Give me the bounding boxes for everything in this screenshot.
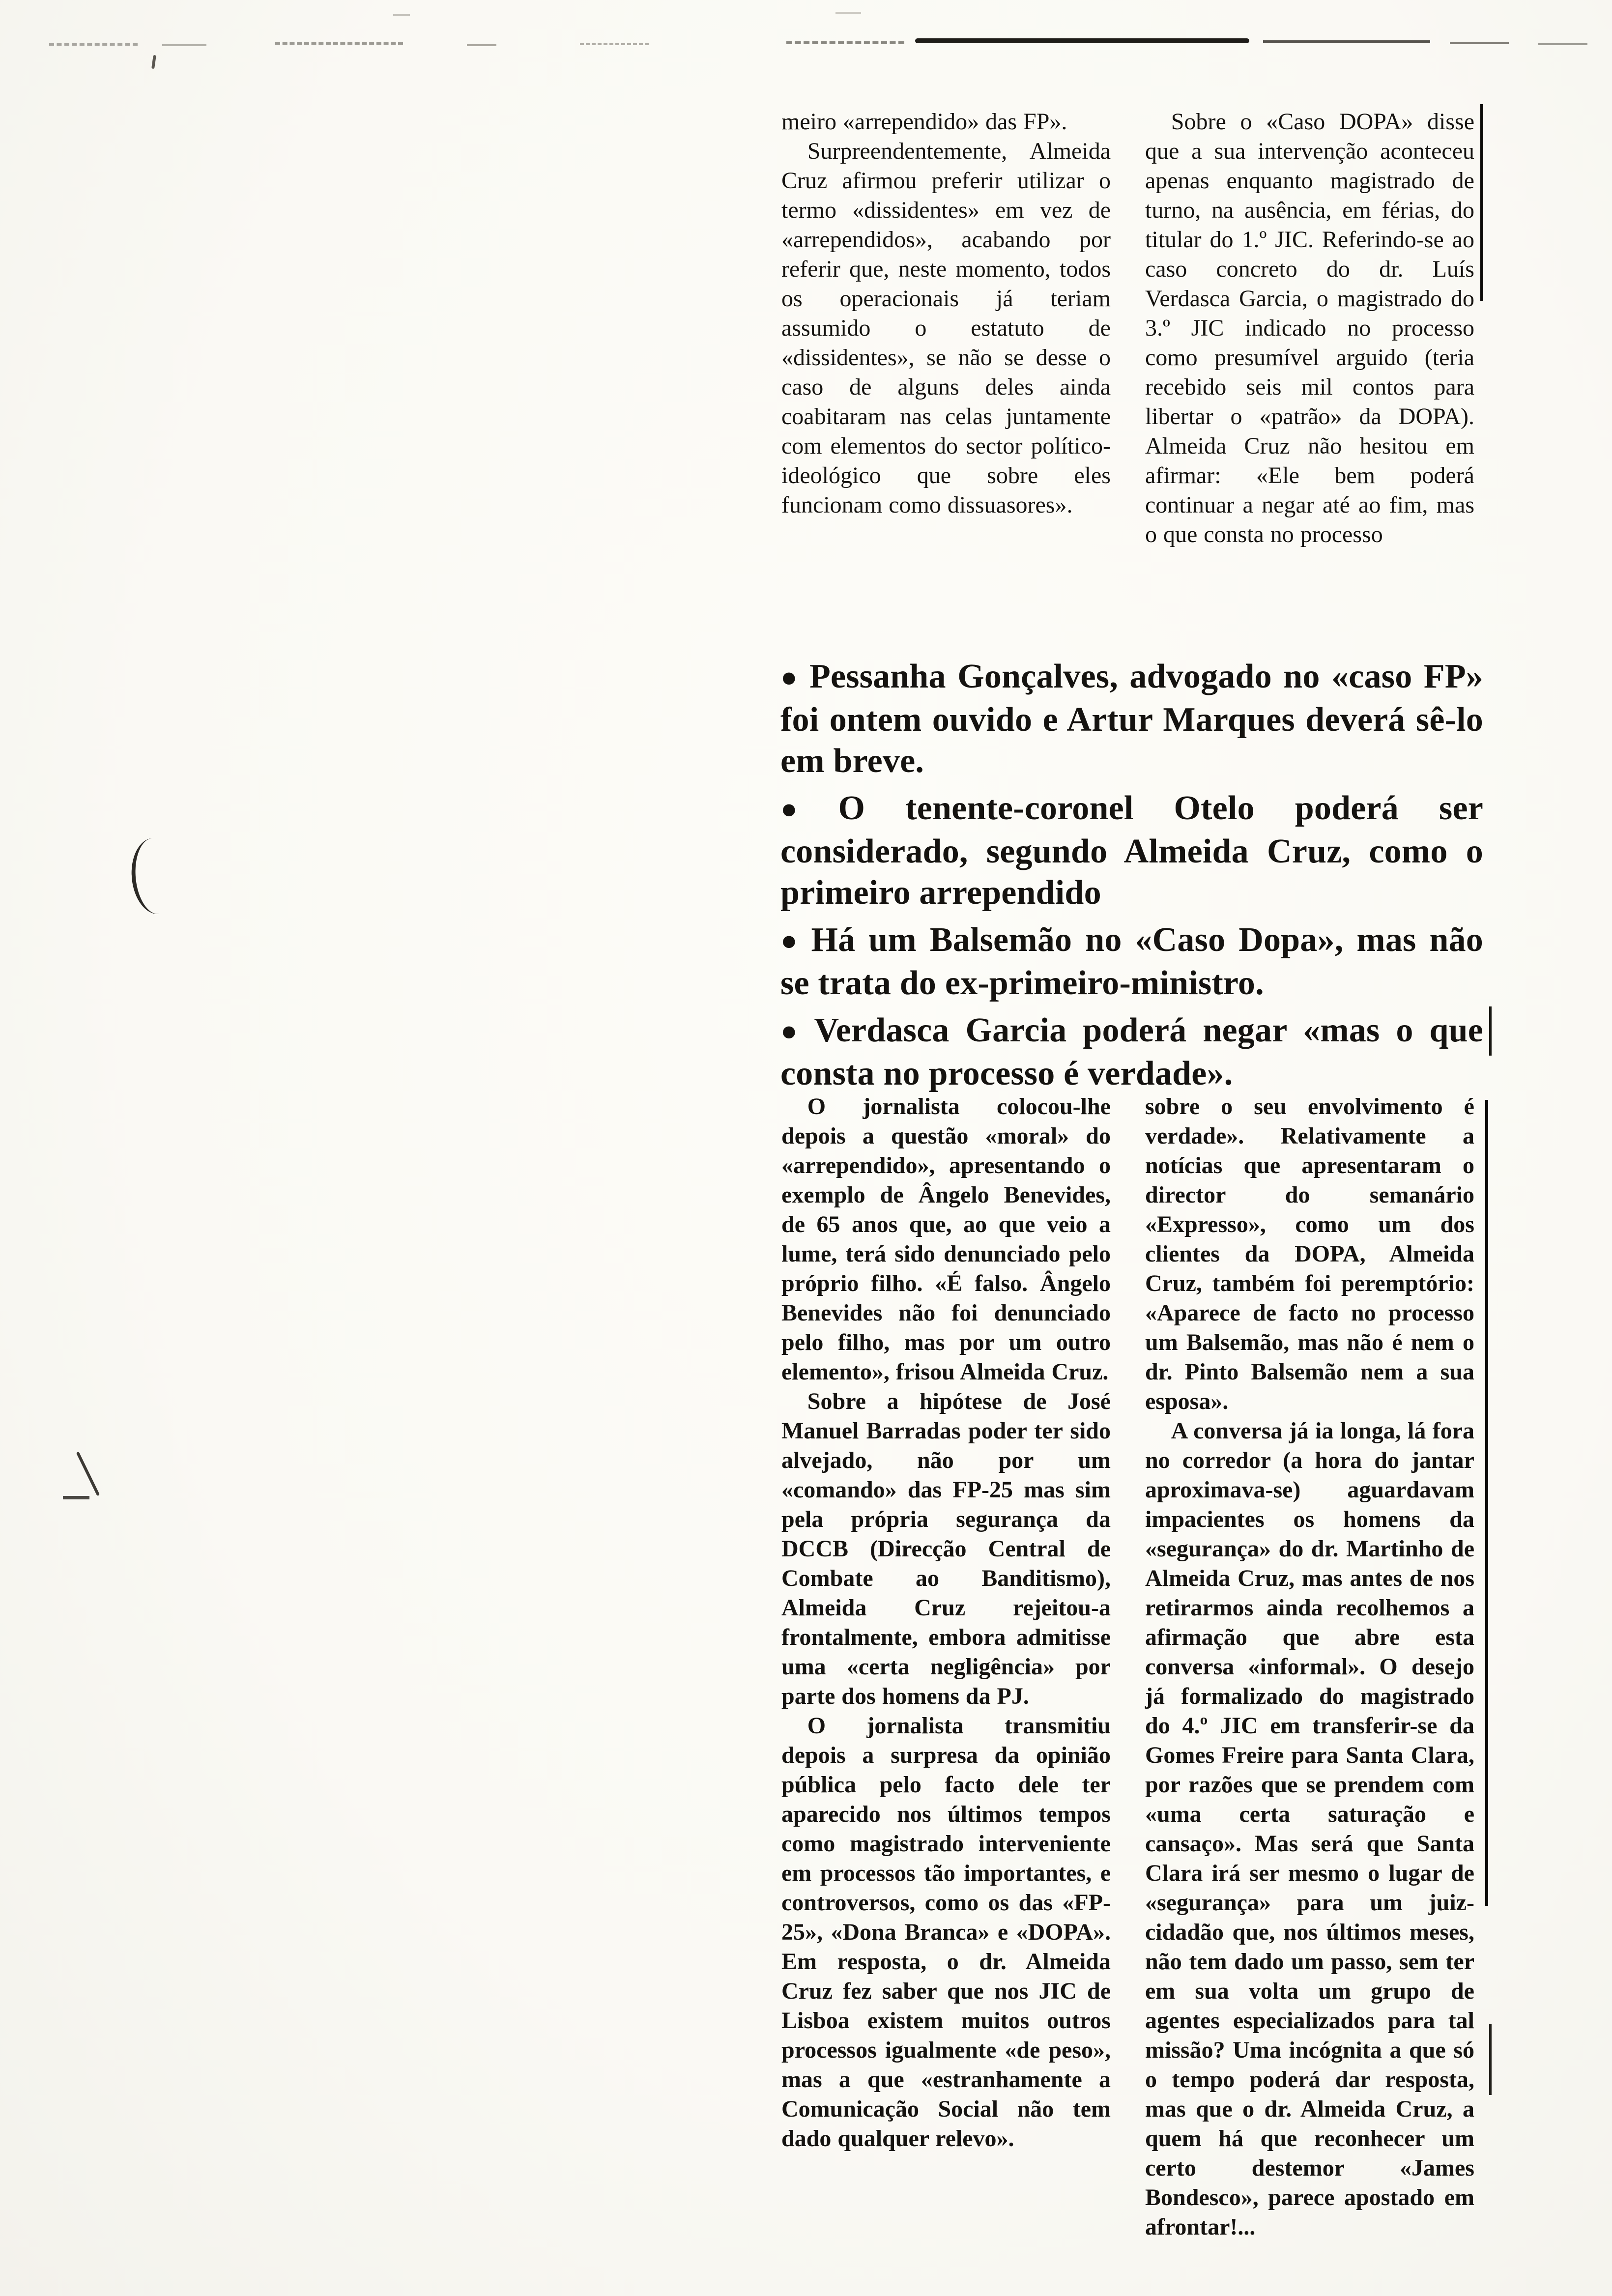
column-rule — [1480, 104, 1483, 301]
bottom-left-column — [781, 1092, 1111, 2242]
top-left-column — [781, 107, 1111, 549]
paragraph: sobre o seu envolvimento é verdade». Relativamente a notícias que apresentaram o director do semanário «Expresso», como um dos clientes da DOPA, Almeida Cruz, também foi peremptório: «Aparece de facto no processo um Balsemão, mas não é nem o dr. Pinto Balsemão nem a sua esposa». — [1145, 1093, 1474, 1414]
column-rule — [1489, 2024, 1492, 2095]
scan-artifact-speck — [835, 12, 861, 14]
paragraph: O jornalista transmitiu depois a surpresa da opinião pública pelo facto dele ter aparecido nos últimos tempos como magistrado interveniente em processos tão importantes, e controversos, como os das «FP-25», «Dona Branca» e «DOPA». Em resposta, o dr. Almeida Cruz fez saber que nos JIC de Lisboa existem muitos outros processos igualmente «de peso», mas a que «estranhamente a Comunicação Social não tem dado qualquer relevo». — [781, 1713, 1111, 2152]
paragraph: Surpreendentemente, Almeida Cruz afirmou preferir utilizar o termo «dissidentes» em vez de «arrependidos», acabando por referir que, neste momento, todos os operacionais já teriam assumido o estatuto de «dissidentes», se não se desse o caso de alguns deles ainda coabitaram nas celas juntamente com elementos do sector político-ideológico que sobre eles funcionam como dissuasores». — [781, 138, 1111, 518]
scan-artifact-dash — [580, 43, 649, 45]
paragraph: O jornalista colocou-lhe depois a questão «moral» do «arrependido», apresentando o exemplo de Ângelo Benevides, de 65 anos que, ao que veio a lume, terá sido denunciado pelo próprio filho. «É falso. Ângelo Benevides não foi denunciado pelo filho, mas por um outro elemento», frisou Almeida Cruz. — [781, 1093, 1111, 1385]
paragraph: Sobre o «Caso DOPA» disse que a sua intervenção aconteceu apenas enquanto magistrado de turno, na ausência, em férias, do titular do 1.º JIC. Referindo-se ao caso concreto do dr. Luís Verdasca Garcia, o magistrado do 3.º JIC indicado no processo como presumível arguido (teria recebido seis mil contos para libertar o «patrão» da DOPA). Almeida Cruz não hesitou em afirmar: «Ele bem poderá continuar a negar até ao fim, mas o que consta no processo — [1145, 109, 1474, 547]
scan-artifact-dash — [1263, 40, 1430, 43]
highlight-item — [780, 788, 1483, 914]
top-right-column — [1145, 107, 1474, 549]
scan-artifact-mark — [151, 55, 156, 69]
paragraph: Sobre a hipótese de José Manuel Barradas poder ter sido alvejado, não por um «comando» das FP-25 mas sim pela própria segurança da DCCB (Direcção Central de Combate ao Banditismo), Almeida Cruz rejeitou-a frontalmente, embora admitisse uma «certa negligência» por parte dos homens da PJ. — [781, 1388, 1111, 1709]
highlight-text: Verdasca Garcia poderá negar «mas o que consta no processo é verdade». — [780, 1011, 1483, 1092]
scan-artifact-dash — [786, 41, 904, 44]
scan-artifact-dash — [275, 42, 403, 45]
highlight-text: Há um Balsemão no «Caso Dopa», mas não se trata do ex-primeiro-ministro. — [780, 921, 1483, 1002]
paragraph: A conversa já ia longa, lá fora no corredor (a hora do jantar aproximava-se) aguardavam impacientes os homens da «segurança» do dr. Martinho de Almeida Cruz, mas antes de nos retirarmos ainda recolhemos a afirmação que abre esta conversa «informal». O desejo já formalizado do magistrado do 4.º JIC em transferir-se da Gomes Freire para Santa Clara, por razões que se prendem com «uma certa saturação e cansaço». Mas será que Santa Clara irá ser mesmo o lugar de «segurança» para um juiz-cidadão que, nos últimos meses, não tem dado um passo, sem ter em sua volta um grupo de agentes especializados para tal missão? Uma incógnita a que só o tempo poderá dar resposta, mas que o dr. Almeida Cruz, a quem há que reconhecer um certo destemor «James Bondesco», parece apostado em afrontar!... — [1145, 1418, 1474, 2240]
scan-artifact-dash — [63, 1496, 89, 1499]
scan-artifact-dash — [162, 44, 206, 46]
scan-artifact-speck — [393, 14, 410, 16]
bottom-columns-section — [781, 1092, 1474, 2242]
highlight-text: O tenente-coronel Otelo poderá ser considerado, segundo Almeida Cruz, como o primeiro arrependido — [780, 789, 1483, 912]
scan-artifact-dash — [467, 44, 496, 46]
column-rule — [1485, 1100, 1488, 1906]
highlight-item — [780, 656, 1483, 782]
scan-artifact-slash — [76, 1452, 100, 1496]
paragraph: meiro «arrependido» das FP». — [781, 109, 1067, 135]
scan-artifact-dash — [1450, 42, 1509, 44]
highlight-item — [780, 919, 1483, 1004]
bottom-right-column — [1145, 1092, 1474, 2242]
scan-artifact-dash — [1538, 43, 1587, 45]
scan-artifact-dash — [49, 43, 138, 46]
highlights-section — [780, 656, 1483, 1100]
scan-artifact-paren — [128, 837, 173, 916]
highlight-item — [780, 1010, 1483, 1094]
bullet-icon: ● — [780, 925, 803, 956]
bullet-icon: ● — [780, 1015, 806, 1047]
column-rule — [1489, 1006, 1492, 1056]
top-columns-section — [781, 107, 1474, 549]
scan-artifact-dash — [915, 38, 1249, 43]
bullet-icon: ● — [780, 661, 801, 693]
highlight-text: Pessanha Gonçalves, advogado no «caso FP» foi ontem ouvido e Artur Marques deverá sê-lo em breve. — [780, 658, 1483, 780]
bullet-icon: ● — [780, 793, 830, 825]
